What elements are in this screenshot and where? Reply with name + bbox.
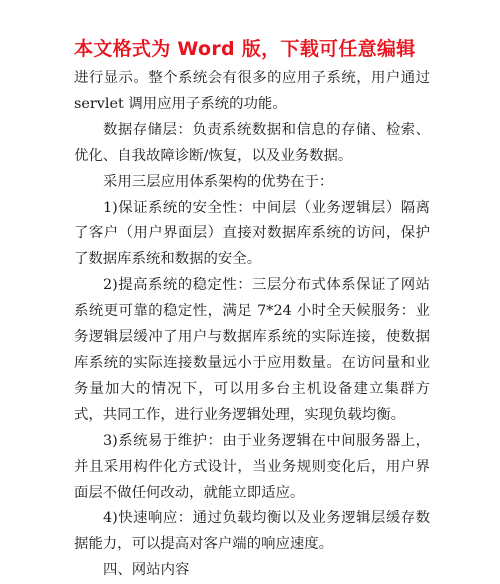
document-body bbox=[74, 66, 430, 584]
paragraph-maintainability: 3)系统易于维护：由于业务逻辑在中间服务器上，并且采用构件化方式设计，当业务规则变化后，用户界面层不做任何改动，就能立即适应。 bbox=[74, 432, 430, 501]
word-format-banner: 本文格式为 Word 版，下载可任意编辑 bbox=[74, 38, 416, 60]
paragraph-fast-response: 4)快速响应：通过负载均衡以及业务逻辑层缓存数据能力，可以提高对客户端的响应速度。 bbox=[74, 510, 430, 553]
paragraph-stability: 2)提高系统的稳定性：三层分布式体系保证了网站系统更可靠的稳定性，满足 7*24 小时全天候服务：业务逻辑层缓冲了用户与数据库系统的实际连接，使数据库系统的实际连接数量远小于应用数量。在访问量和业务量加大的情况下，可以用多台主机设备建立集群方式，共同工作，进行业务逻辑处理，实现负载均衡。 bbox=[74, 277, 430, 423]
paragraph-security: 1)保证系统的安全性：中间层（业务逻辑层）隔离了客户（用户界面层）直接对数据库系统的访问，保护了数据库系统和数据的安全。 bbox=[74, 199, 430, 268]
paragraph-display-continuation: 进行显示。整个系统会有很多的应用子系统，用户通过 servlet 调用应用子系统的功能。 bbox=[74, 70, 430, 112]
paragraph-data-storage-layer: 数据存储层：负责系统数据和信息的存储、检索、优化、自我故障诊断/恢复，以及业务数据。 bbox=[74, 121, 430, 164]
paragraph-advantages-intro: 采用三层应用体系架构的优势在于： bbox=[103, 173, 334, 190]
section-heading-website-content: 四、网站内容 bbox=[103, 562, 190, 579]
